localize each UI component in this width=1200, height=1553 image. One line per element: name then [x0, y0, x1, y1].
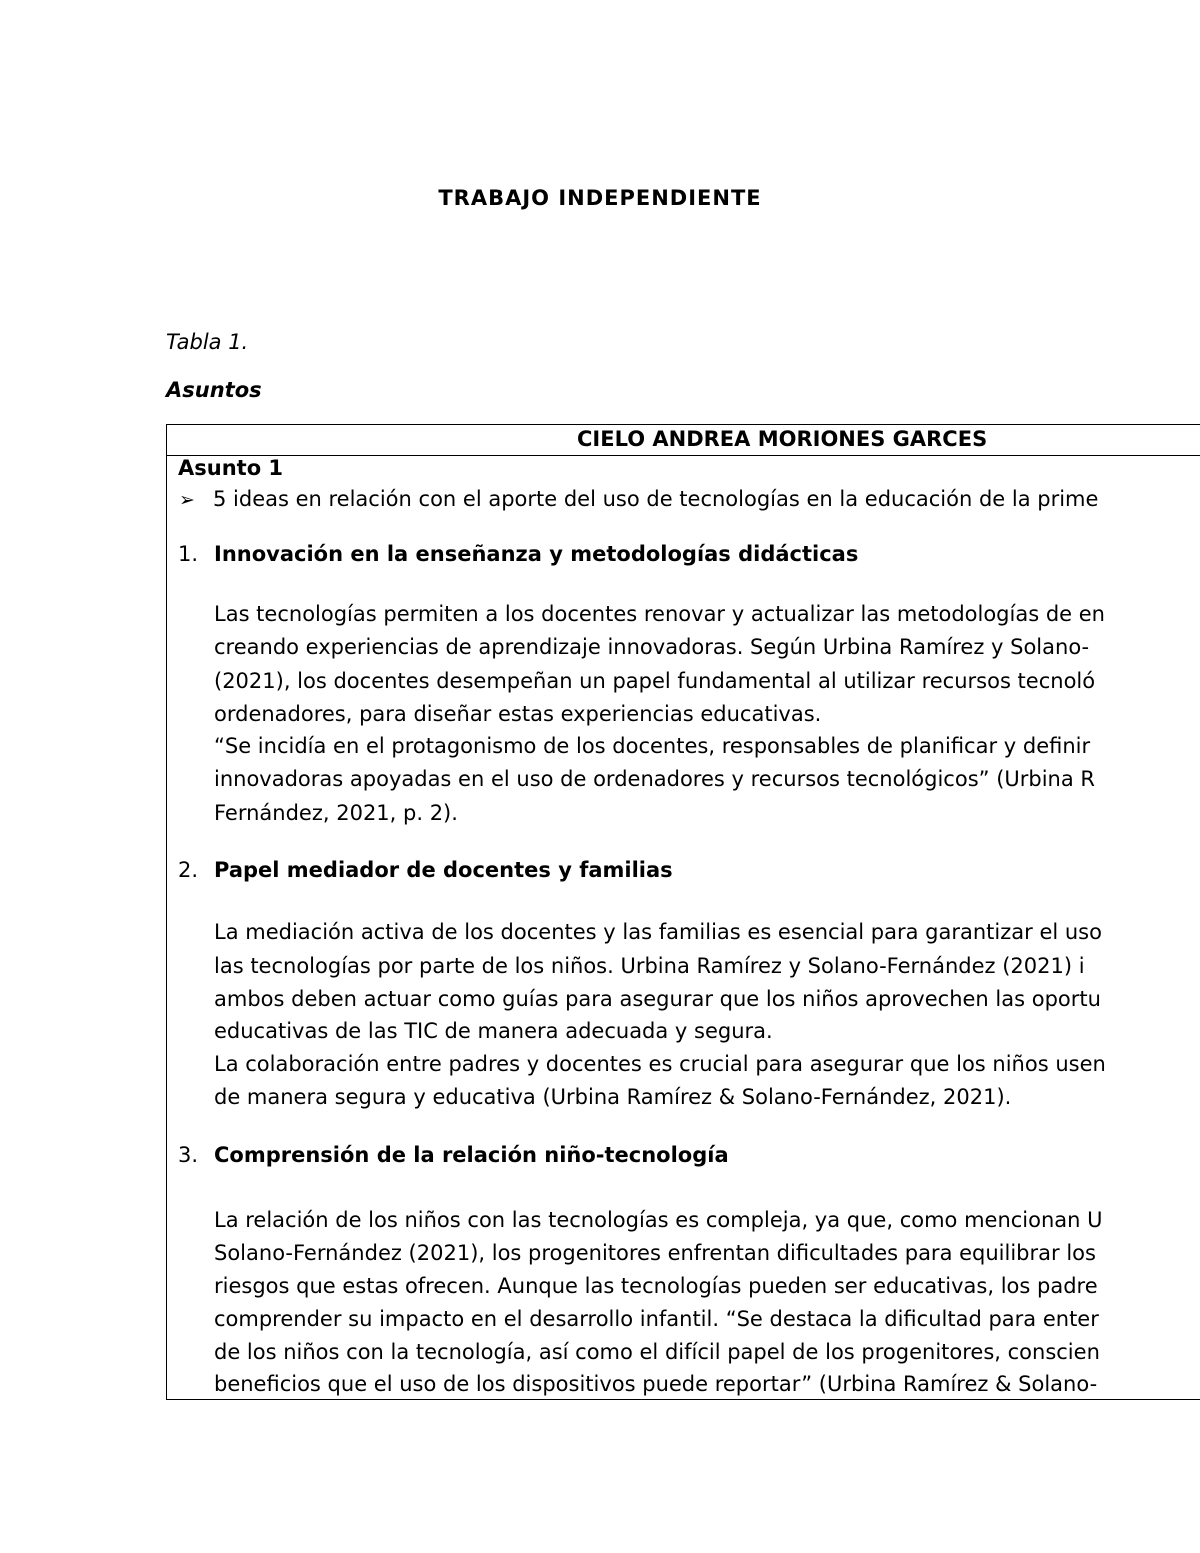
paragraph-line: riesgos que estas ofrecen. Aunque las tecnologías pueden ser educativas, los padre — [214, 1274, 1098, 1298]
idea-number: 1. — [178, 542, 199, 566]
paragraph-line: Solano-Fernández (2021), los progenitores enfrentan dificultades para equilibrar los — [214, 1241, 1096, 1265]
paragraph-line: Fernández, 2021, p. 2). — [214, 801, 458, 825]
paragraph-line: La colaboración entre padres y docentes es crucial para asegurar que los niños usen — [214, 1052, 1106, 1076]
paragraph-line: beneficios que el uso de los dispositivos puede reportar” (Urbina Ramírez & Solano- — [214, 1372, 1098, 1396]
paragraph-line: Las tecnologías permiten a los docentes renovar y actualizar las metodologías de en — [214, 602, 1105, 626]
paragraph-line: las tecnologías por parte de los niños. Urbina Ramírez y Solano-Fernández (2021) i — [214, 954, 1085, 978]
paragraph-line: innovadoras apoyadas en el uso de ordenadores y recursos tecnológicos” (Urbina R — [214, 767, 1096, 791]
paragraph-line: La relación de los niños con las tecnologías es compleja, ya que, como mencionan U — [214, 1208, 1103, 1232]
bullet-text: 5 ideas en relación con el aporte del uso de tecnologías en la educación de la prime — [213, 487, 1099, 511]
idea-number: 2. — [178, 858, 199, 882]
idea-number: 3. — [178, 1143, 199, 1167]
table-caption-number: Tabla 1. — [166, 330, 249, 354]
document-title: TRABAJO INDEPENDIENTE — [438, 186, 762, 210]
subject-label: Asunto 1 — [178, 456, 284, 480]
paragraph-line: comprender su impacto en el desarrollo infantil. “Se destaca la dificultad para enter — [214, 1307, 1099, 1331]
idea-heading: Innovación en la enseñanza y metodologías didácticas — [214, 542, 859, 566]
paragraph-line: ambos deben actuar como guías para asegurar que los niños aprovechen las oportu — [214, 987, 1101, 1011]
paragraph-line: La mediación activa de los docentes y las familias es esencial para garantizar el uso — [214, 920, 1102, 944]
paragraph-line: creando experiencias de aprendizaje innovadoras. Según Urbina Ramírez y Solano- — [214, 635, 1090, 659]
paragraph-line: ordenadores, para diseñar estas experiencias educativas. — [214, 702, 822, 726]
idea-heading: Comprensión de la relación niño-tecnología — [214, 1143, 729, 1167]
paragraph-line: de los niños con la tecnología, así como el difícil papel de los progenitores, conscien — [214, 1340, 1100, 1364]
table-header-row — [167, 425, 1200, 456]
table-caption-title: Asuntos — [166, 378, 262, 402]
paragraph-line: “Se incidía en el protagonismo de los docentes, responsables de planificar y definir — [214, 734, 1091, 758]
student-name-header: CIELO ANDREA MORIONES GARCES — [577, 427, 988, 451]
subjects-table — [166, 424, 1200, 1400]
paragraph-line: (2021), los docentes desempeñan un papel fundamental al utilizar recursos tecnoló — [214, 669, 1096, 693]
paragraph-line: de manera segura y educativa (Urbina Ramírez & Solano-Fernández, 2021). — [214, 1085, 1012, 1109]
arrow-bullet-icon: ➢ — [179, 489, 195, 511]
idea-heading: Papel mediador de docentes y familias — [214, 858, 673, 882]
paragraph-line: educativas de las TIC de manera adecuada y segura. — [214, 1019, 773, 1043]
